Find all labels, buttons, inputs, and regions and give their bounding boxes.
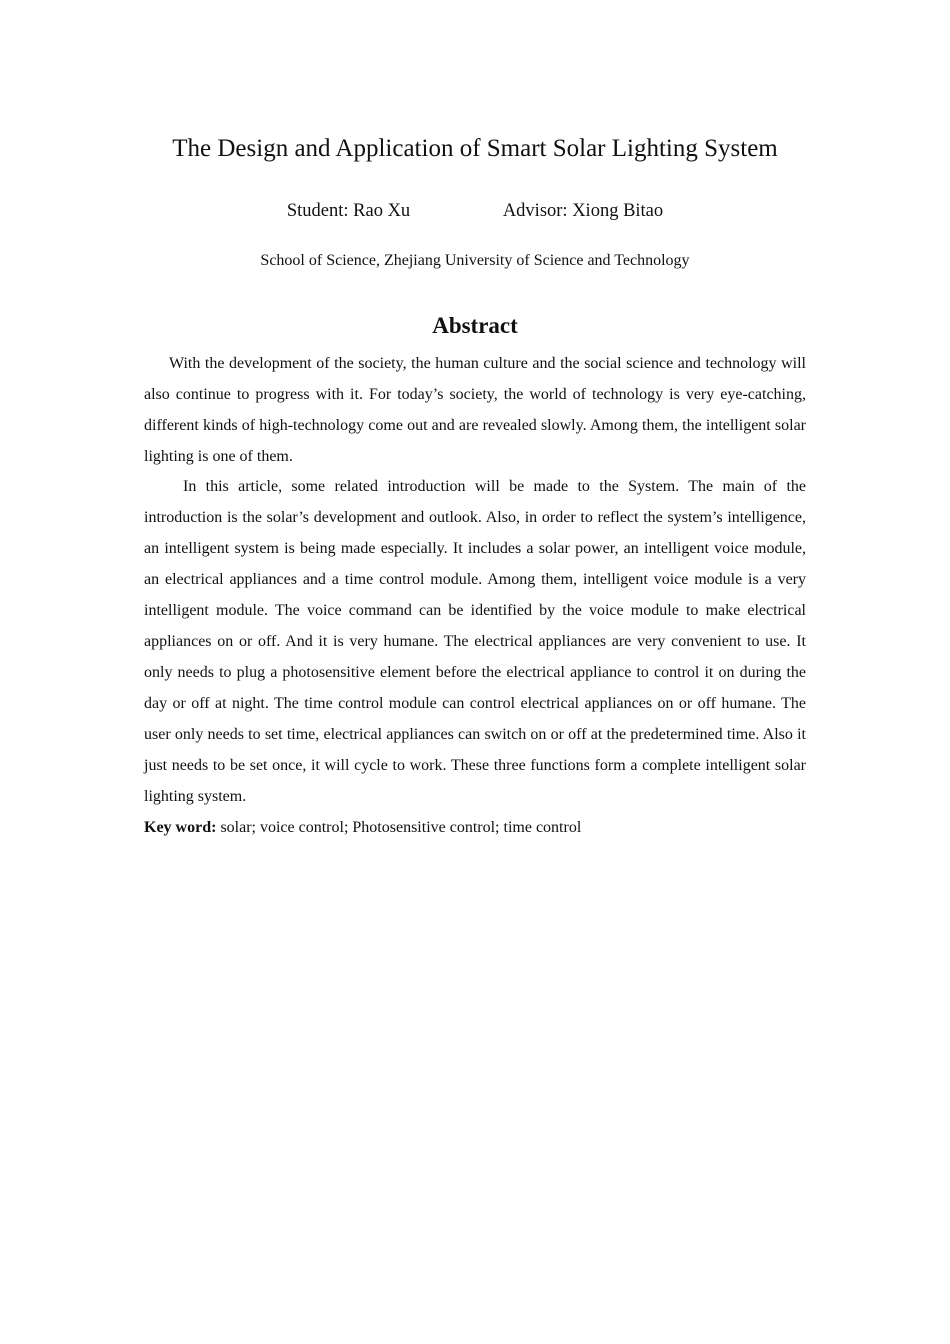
affiliation: School of Science, Zhejiang University of Science and Technology xyxy=(260,252,690,269)
keywords-line xyxy=(144,812,806,843)
advisor-name: Advisor: Xiong Bitao xyxy=(502,201,664,221)
student-name: Student: Rao Xu xyxy=(286,201,411,221)
keywords-label: Key word: xyxy=(144,819,217,836)
abstract-paragraph-1: With the development of the society, the human culture and the social science and technology will also continue to progress with it. For today’s society, the world of technology is very eye-catching, different kinds of high-technology come out and are revealed slowly. Among them, the intelligent solar lighting is one of them. xyxy=(144,355,806,465)
paper-title: The Design and Application of Smart Solar Lighting System xyxy=(172,135,778,162)
author-line xyxy=(0,198,950,224)
abstract-heading: Abstract xyxy=(432,313,518,338)
abstract-body xyxy=(144,348,806,843)
abstract-paragraph-2: In this article, some related introduction will be made to the System. The main of the introduction is the solar’s development and outlook. Also, in order to reflect the system’s intelligence, an intelligent system is being made especially. It includes a solar power, an intelligent voice module, an electrical appliances and a time control module. Among them, intelligent voice module is a very intelligent module. The voice command can be identified by the voice module to make electrical appliances on or off. And it is very humane. The electrical appliances are very convenient to use. It only needs to plug a photosensitive element before the electrical appliance to control it on during the day or off at night. The time control module can control electrical appliances on or off humane. The user only needs to set time, electrical appliances can switch on or off at the predetermined time. Also it just needs to be set once, it will cycle to work. These three functions form a complete intelligent solar lighting system. xyxy=(144,478,806,805)
keywords-text: solar; voice control; Photosensitive control; time control xyxy=(216,819,582,836)
